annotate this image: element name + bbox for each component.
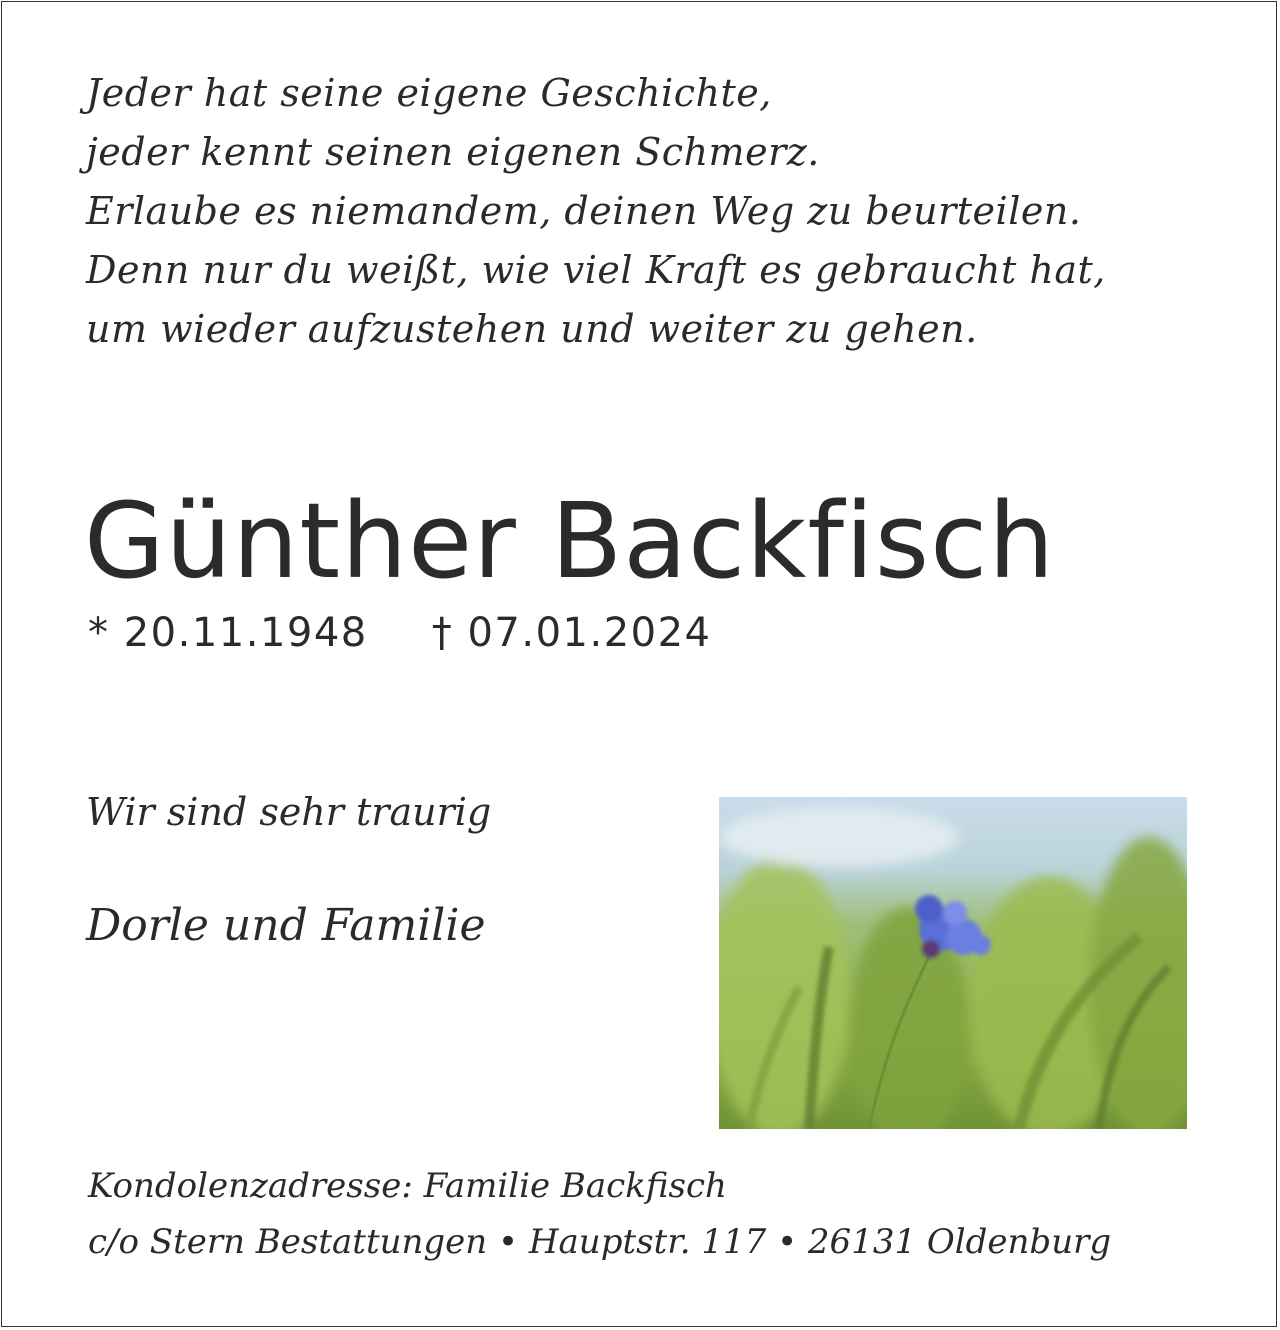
mourners-names: Dorle und Familie: [86, 900, 486, 951]
deceased-name: Günther Backfisch: [84, 480, 1056, 602]
address-line: c/o Stern Bestattungen • Hauptstr. 117 • 26131 Oldenburg: [88, 1222, 1112, 1262]
cornflower-image: [719, 797, 1187, 1129]
obituary-frame: [1, 1, 1277, 1327]
death-date: † 07.01.2024: [431, 610, 712, 656]
address-line: Kondolenzadresse: Familie Backfisch: [88, 1166, 727, 1206]
poem-line: jeder kennt seinen eigenen Schmerz.: [86, 130, 820, 174]
poem-line: um wieder aufzustehen und weiter zu gehen.: [86, 307, 978, 351]
life-dates: [88, 610, 712, 656]
birth-date: * 20.11.1948: [88, 610, 368, 656]
poem-line: Denn nur du weißt, wie viel Kraft es gebraucht hat,: [86, 248, 1106, 292]
poem: [86, 64, 1106, 359]
condolence-address: [88, 1158, 1111, 1270]
poem-line: Erlaube es niemandem, deinen Weg zu beurteilen.: [86, 189, 1082, 233]
cornflower-photo: [719, 797, 1187, 1129]
poem-line: Jeder hat seine eigene Geschichte,: [86, 71, 772, 115]
mourning-message: Wir sind sehr traurig: [86, 790, 492, 834]
